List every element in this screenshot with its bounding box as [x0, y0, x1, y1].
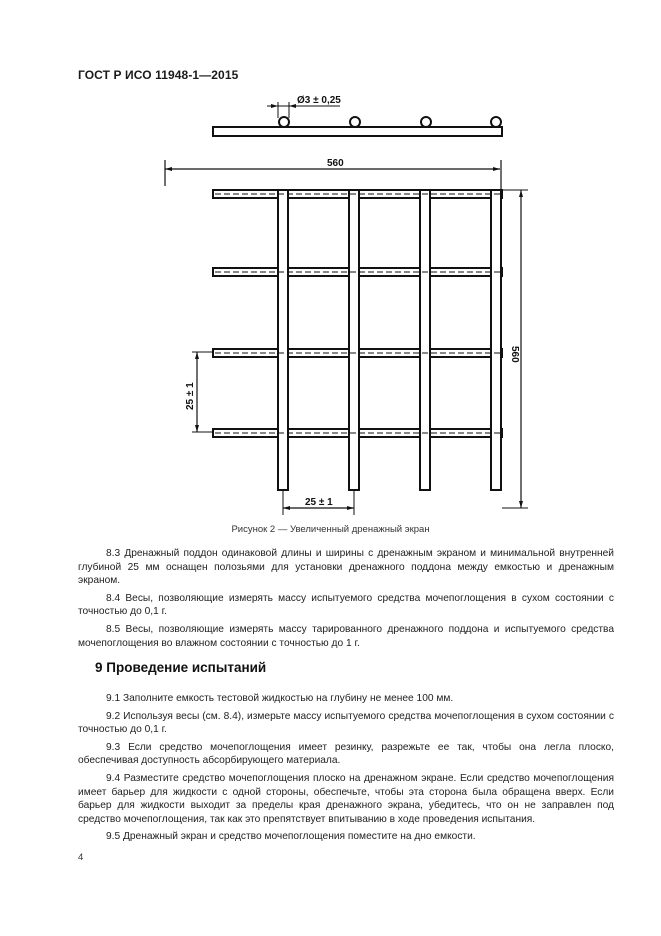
paragraph-9-3: 9.3 Если средство мочепоглощения имеет резинку, разрежьте ее так, чтобы она легла плоско, обеспечивая доступность абсорбирующего материала.	[78, 741, 614, 767]
height-dimension-label: 560	[509, 346, 520, 363]
section-8-body	[78, 547, 614, 650]
document-header: ГОСТ Р ИСО 11948-1—2015	[78, 68, 239, 82]
paragraph-9-4: 9.4 Разместите средство мочепоглощения плоско на дренажном экране. Если средство мочепоглощения имеет барьер для жидкости с одной стороны, обеспечьте, чтобы эта сторона была обращена вверх. Если барьер для жидкости выходит за пределы края дренажного экрана, убедитесь, что он не заправлен под средство мочепоглощения, так как это препятствует впитыванию в ходе проведения испытания.	[78, 772, 614, 825]
paragraph-8-5: 8.5 Весы, позволяющие измерять массу тарированного дренажного поддона и испытуемого средства мочепоглощения во влажном состоянии с точностью до 1 г.	[78, 623, 614, 649]
vertical-spacing-label: 25 ± 1	[185, 382, 196, 410]
figure-caption: Рисунок 2 — Увеличенный дренажный экран	[231, 524, 430, 535]
paragraph-8-3: 8.3 Дренажный поддон одинаковой длины и ширины с дренажным экраном и минимальной внутренней глубиной 25 мм оснащен полозьями для установки дренажного поддона между емкостью и дренажным экраном.	[78, 548, 614, 587]
paragraph-9-5: 9.5 Дренажный экран и средство мочепоглощения поместите на дно емкости.	[106, 831, 476, 843]
width-dimension-label: 560	[327, 158, 344, 169]
horizontal-spacing-label: 25 ± 1	[305, 497, 333, 508]
section-9-title: 9 Проведение испытаний	[95, 660, 267, 675]
paragraph-9-1: 9.1 Заполните емкость тестовой жидкостью на глубину не менее 100 мм.	[106, 693, 454, 704]
paragraph-9-2: 9.2 Используя весы (см. 8.4), измерьте массу испытуемого средства мочепоглощения в сухом состоянии с точностью до 0,1 г.	[78, 710, 614, 736]
section-9-body	[78, 692, 614, 844]
rod-diameter-label: Ø3 ± 0,25	[297, 95, 341, 106]
paragraph-8-4: 8.4 Весы, позволяющие измерять массу испытуемого средства мочепоглощения в сухом состоянии с точностью до 0,1 г.	[78, 592, 614, 618]
page-number: 4	[78, 852, 84, 863]
